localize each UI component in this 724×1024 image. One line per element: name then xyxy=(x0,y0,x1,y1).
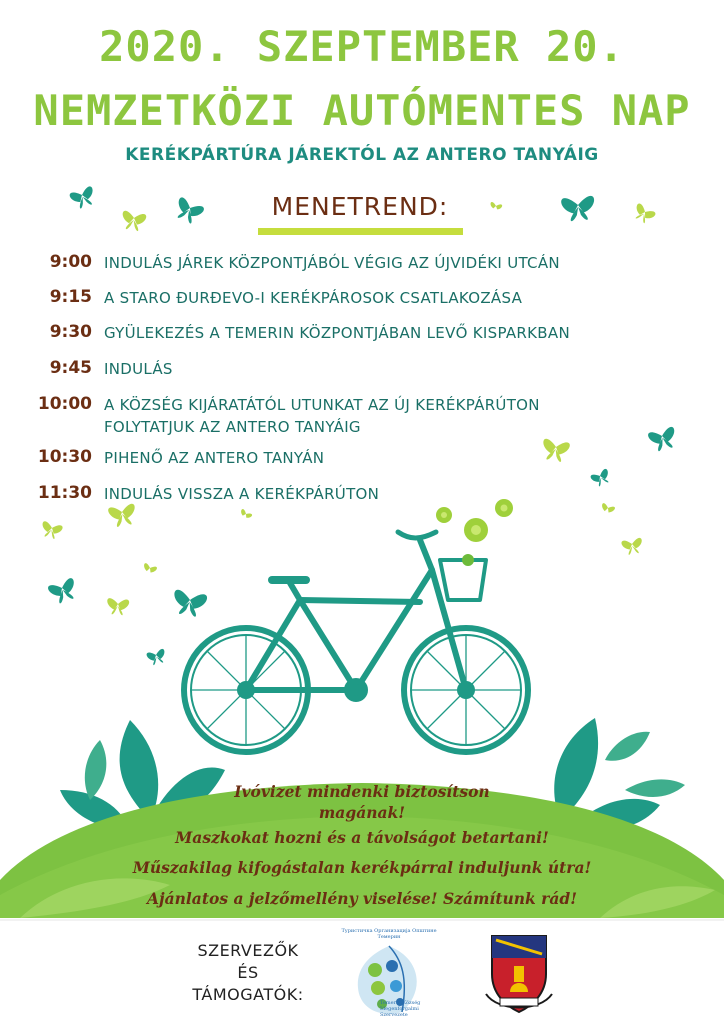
schedule-heading-underline xyxy=(258,228,463,235)
schedule-time: 9:00 xyxy=(49,252,92,272)
organizers-label-line1: SZERVEZŐK xyxy=(197,941,299,960)
schedule-heading: MENETREND: xyxy=(271,192,449,221)
event-date-title: 2020. SZEPTEMBER 20. xyxy=(99,22,625,71)
note-masks: Maszkokat hozni és a távolságot betartani! xyxy=(175,828,549,847)
organizers-label-line3: TÁMOGATÓK: xyxy=(192,985,304,1004)
schedule-time: 10:30 xyxy=(37,447,92,467)
schedule-activity: A STARO ĐURĐEVO-I KERÉKPÁROSOK CSATLAKOZÁSA xyxy=(104,289,523,307)
note-water: Ivóvizet mindenki biztosítson xyxy=(234,782,490,801)
schedule-time: 11:30 xyxy=(37,483,92,503)
logo-caption-top: Туристичка Организација Општине Темерин xyxy=(341,928,437,940)
schedule-activity-line2: FOLYTATJUK AZ ANTERO TANYÁIG xyxy=(104,418,361,436)
tourist-organization-logo xyxy=(330,928,448,1020)
schedule-time: 9:30 xyxy=(49,322,92,342)
note-water-cont: magának! xyxy=(318,803,406,822)
schedule-activity: INDULÁS VISSZA A KERÉKPÁRÚTON xyxy=(104,485,380,503)
schedule-time: 9:45 xyxy=(49,358,92,378)
schedule-activity: GYÜLEKEZÉS A TEMERIN KÖZPONTJÁBAN LEVŐ KISPARKBAN xyxy=(104,324,570,342)
organizers-label-line2: ÉS xyxy=(237,963,259,982)
schedule-activity: INDULÁS xyxy=(104,360,173,378)
schedule-time: 10:00 xyxy=(37,394,92,414)
note-bicycle: Műszakilag kifogástalan kerékpárral induljunk útra! xyxy=(132,858,592,877)
event-subtitle: KERÉKPÁRTÚRA JÁREKTÓL AZ ANTERO TANYÁIG xyxy=(125,145,599,165)
municipal-coat-of-arms xyxy=(484,932,554,1016)
logo-caption-bottom: Temerin Község Idegenforgalmi Szervezete xyxy=(380,1000,421,1018)
schedule-activity-line1: A KÖZSÉG KIJÁRATÁTÓL UTUNKAT AZ ÚJ KERÉKPÁRÚTON xyxy=(104,396,540,414)
flower-icon-group xyxy=(436,499,513,566)
schedule-activity xyxy=(104,394,704,438)
schedule-activity: PIHENŐ AZ ANTERO TANYÁN xyxy=(104,449,325,467)
schedule-activity: INDULÁS JÁREK KÖZPONTJÁBÓL VÉGIG AZ ÚJVIDÉKI UTCÁN xyxy=(104,254,560,272)
note-vest: Ajánlatos a jelzőmellény viselése! Számítunk rád! xyxy=(146,889,578,908)
event-name-title: NEMZETKÖZI AUTÓMENTES NAP xyxy=(33,86,691,135)
organizers-label xyxy=(188,940,308,1006)
bicycle-icon xyxy=(184,532,528,752)
schedule-time: 9:15 xyxy=(49,287,92,307)
